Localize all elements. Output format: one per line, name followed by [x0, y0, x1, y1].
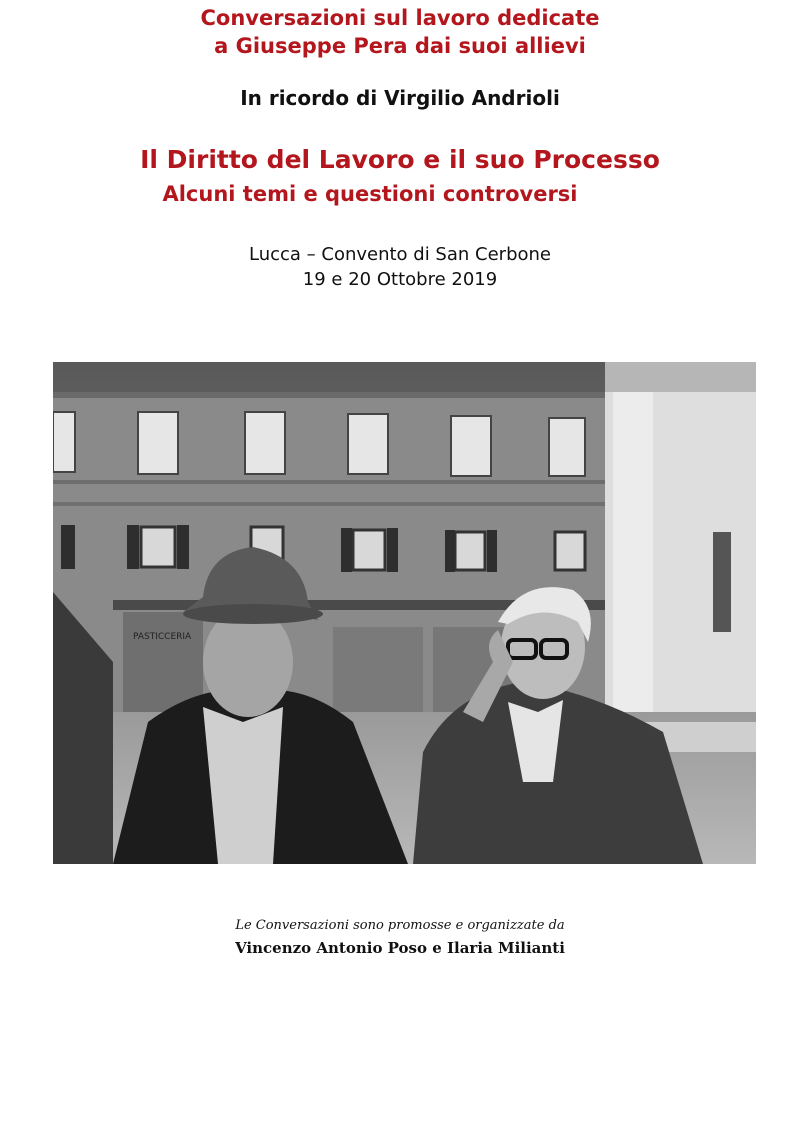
series-heading [0, 4, 800, 60]
event-place: Lucca – Convento di San Cerbone [248, 244, 551, 265]
event-title: Il Diritto del Lavoro e il suo Processo [140, 145, 660, 174]
promoted-by-text: Le Conversazioni sono promosse e organizzate da [235, 918, 565, 933]
event-location-date [0, 242, 800, 292]
organizers-block [0, 918, 800, 957]
historic-photo [53, 362, 756, 864]
shop-sign: PASTICCERIA [133, 632, 192, 642]
organizers-names: Vincenzo Antonio Poso e Ilaria Milianti [235, 939, 565, 957]
event-subtitle: Alcuni temi e questioni controversi [162, 182, 578, 206]
memorial-line: In ricordo di Virgilio Andrioli [240, 86, 560, 110]
event-date: 19 e 20 Ottobre 2019 [302, 269, 498, 290]
series-line-2: a Giuseppe Pera dai suoi allievi [214, 34, 586, 58]
series-line-1: Conversazioni sul lavoro dedicate [200, 6, 600, 30]
